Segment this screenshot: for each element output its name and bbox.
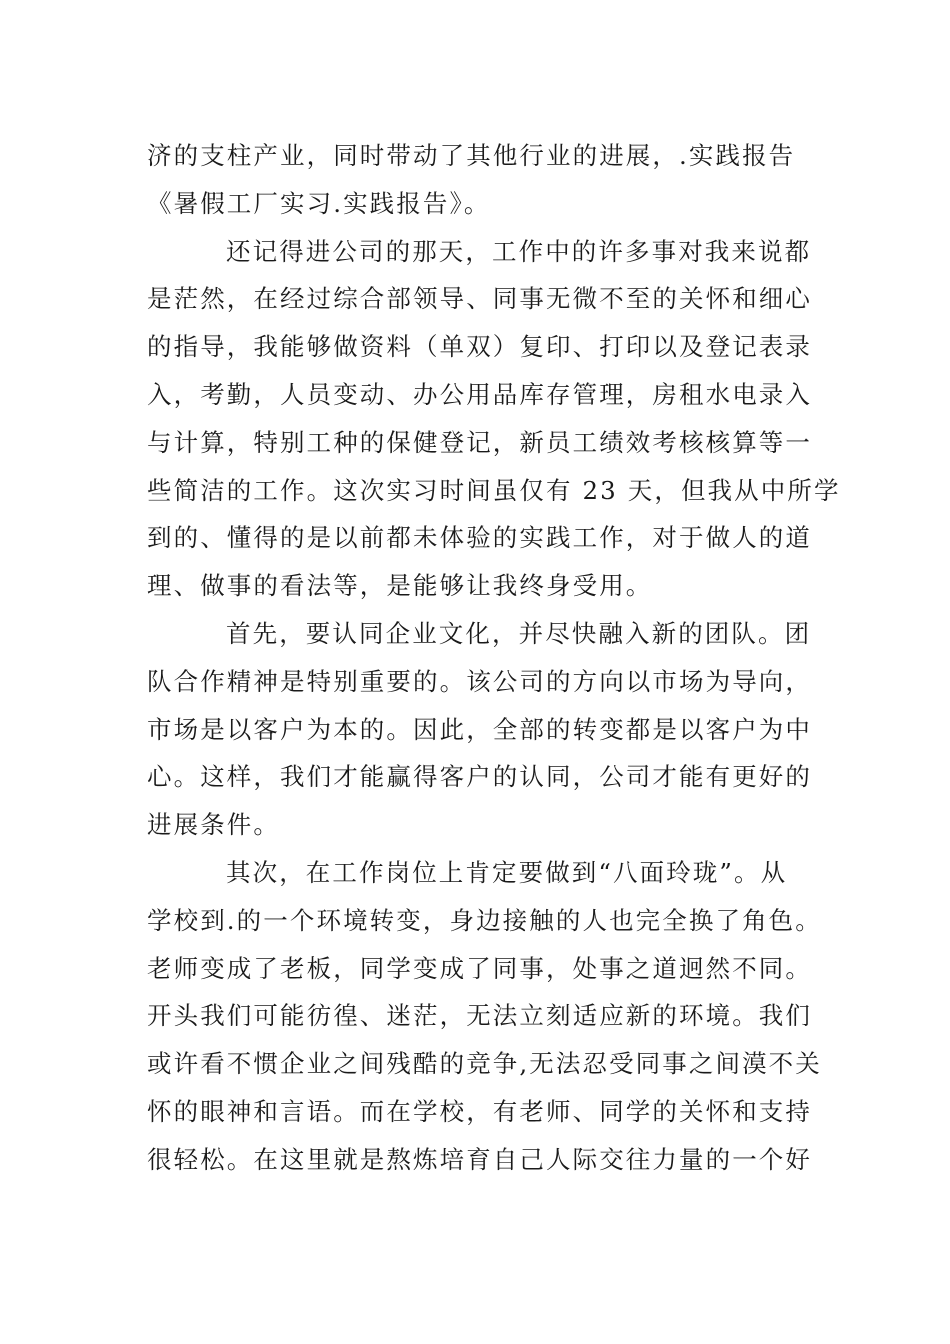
text-line: 老师变成了老板，同学变成了同事，处事之道迥然不同。 bbox=[147, 953, 812, 983]
text-line: 是茫然，在经过综合部领导、同事无微不至的关怀和细心 bbox=[147, 284, 812, 314]
text-line: 市场是以客户为本的。因此，全部的转变都是以客户为中 bbox=[147, 714, 812, 744]
text-line: 或许看不惯企业之间残酷的竞争,无法忍受同事之间漠不关 bbox=[147, 1049, 822, 1079]
text-line: 的指导，我能够做资料（单双）复印、打印以及登记表录 bbox=[147, 332, 812, 362]
text-line: 《暑假工厂实习.实践报告》。 bbox=[147, 188, 491, 218]
text-line: 与计算，特别工种的保健登记，新员工绩效考核核算等一 bbox=[147, 427, 812, 457]
text-line: 学校到.的一个环境转变，身边接触的人也完全换了角色。 bbox=[147, 905, 822, 935]
text-line: 济的支柱产业，同时带动了其他行业的进展，.实践报告 bbox=[147, 141, 796, 170]
text-line: 开头我们可能彷徨、迷茫，无法立刻适应新的环境。我们 bbox=[147, 1001, 812, 1031]
text-line: 怀的眼神和言语。而在学校，有老师、同学的关怀和支持 bbox=[147, 1096, 812, 1126]
paragraph-first-line: 其次，在工作岗位上肯定要做到“八面玲珑”。从 bbox=[226, 857, 788, 887]
paragraph-first-line: 首先，要认同企业文化，并尽快融入新的团队。团 bbox=[226, 618, 812, 648]
paragraph-first-line: 还记得进公司的那天，工作中的许多事对我来说都 bbox=[226, 236, 812, 266]
text-line: 心。这样，我们才能赢得客户的认同，公司才能有更好的 bbox=[147, 762, 812, 792]
text-line: 队合作精神是特别重要的。该公司的方向以市场为导向， bbox=[147, 666, 812, 696]
text-line: 入，考勤，人员变动、办公用品库存管理，房租水电录入 bbox=[147, 379, 812, 409]
text-line: 进展条件。 bbox=[147, 810, 280, 840]
text-line: 理、做事的看法等，是能够让我终身受用。 bbox=[147, 571, 653, 601]
text-line: 到的、懂得的是以前都未体验的实践工作，对于做人的道 bbox=[147, 523, 812, 553]
text-line: 些简洁的工作。这次实习时间虽仅有 23 天，但我从中所学 bbox=[147, 475, 841, 505]
text-line: 很轻松。在这里就是熬炼培育自己人际交往力量的一个好 bbox=[147, 1144, 812, 1174]
body-text bbox=[147, 132, 847, 1184]
